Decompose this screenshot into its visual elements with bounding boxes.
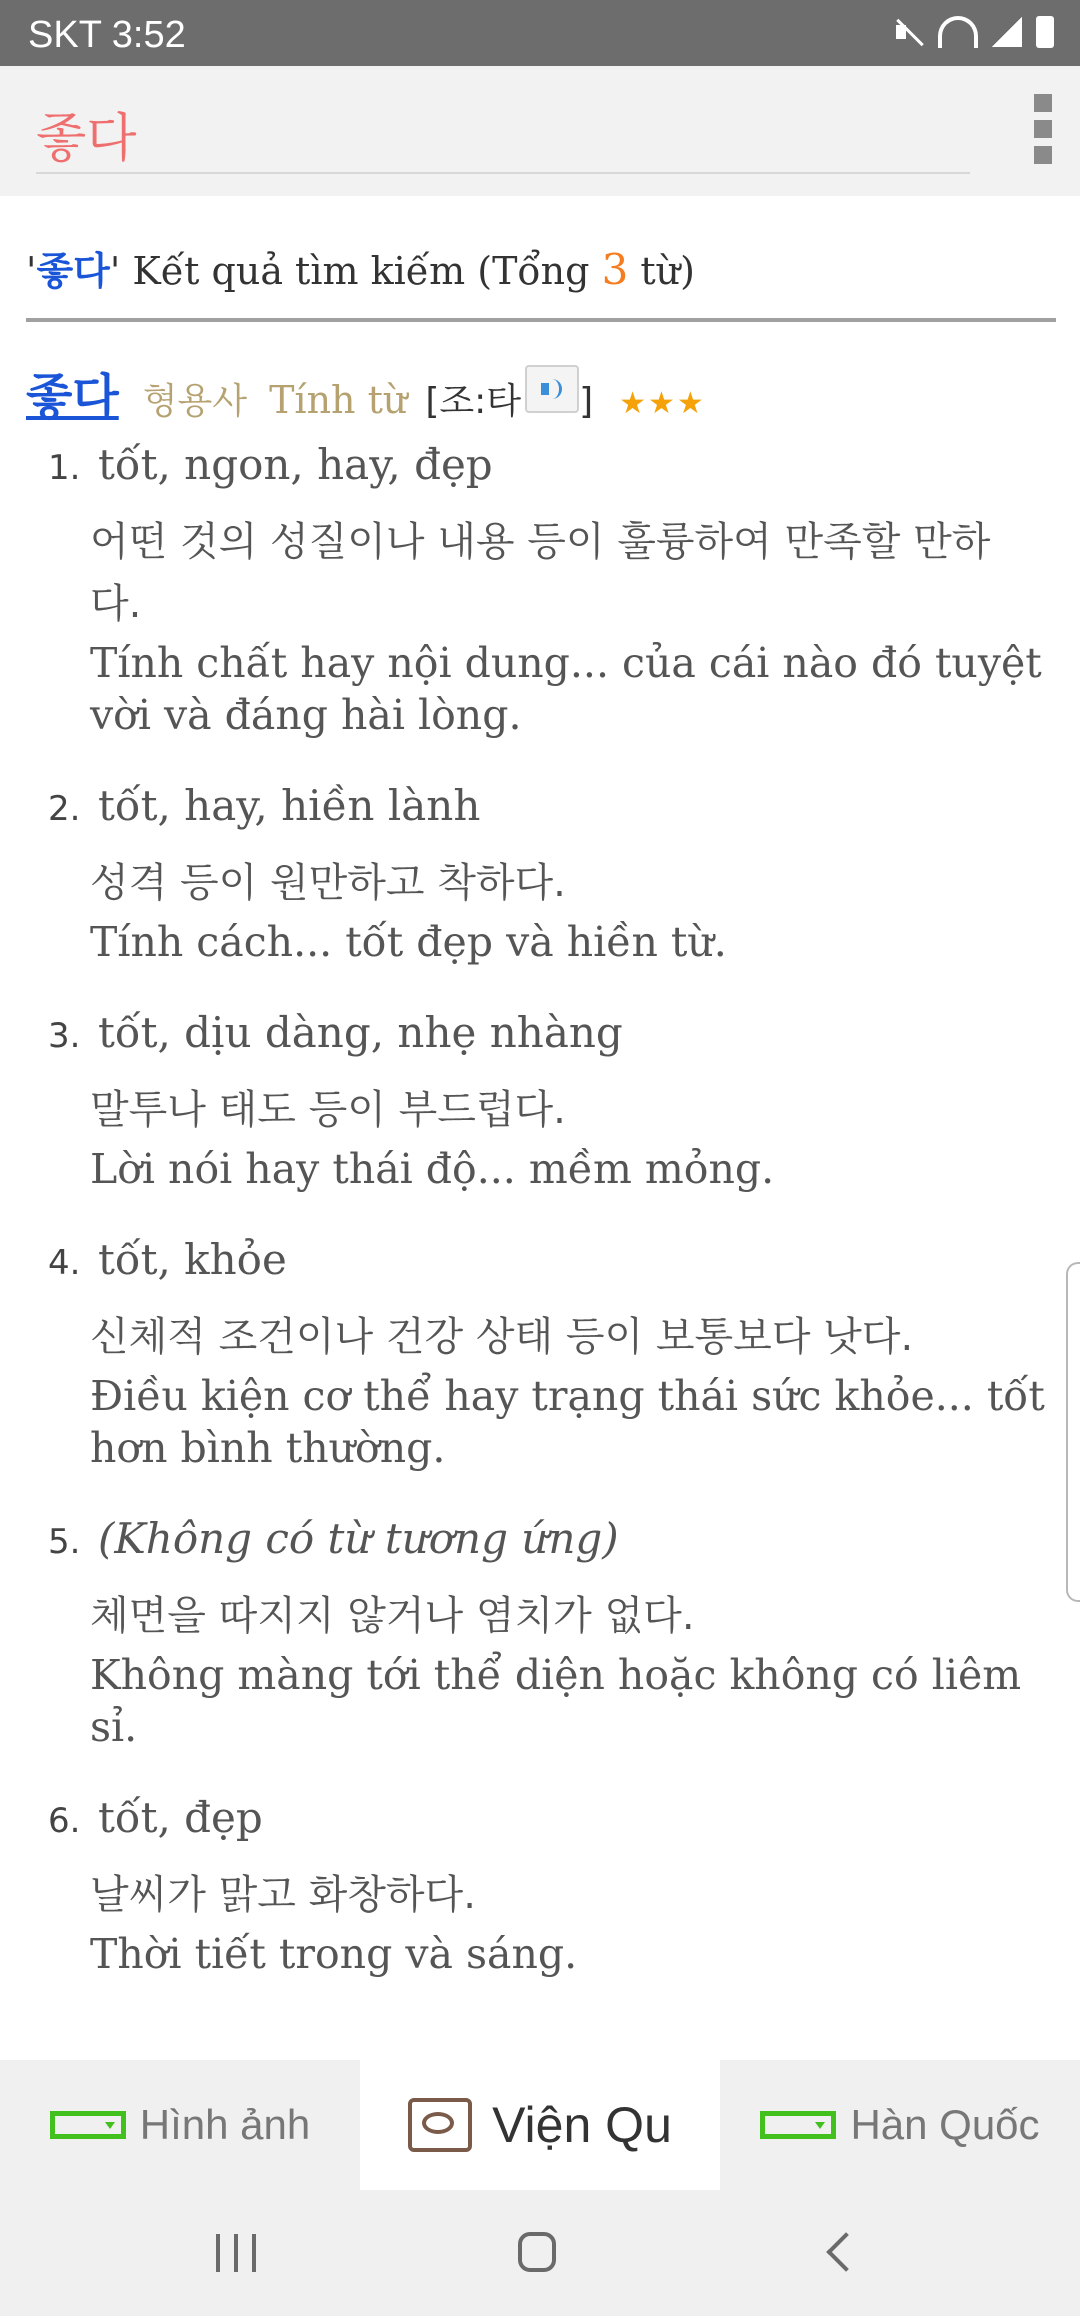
sense-list — [0, 440, 1080, 2020]
status-time: SKT 3:52 — [28, 14, 186, 56]
definition-korean: 어떤 것의 성질이나 내용 등이 훌륭하여 만족할 만하다. — [90, 519, 991, 627]
definition-vietnamese: Không màng tới thể diện hoặc không có liêm sỉ. — [90, 1651, 1022, 1751]
definition-vietnamese: Lời nói hay thái độ... mềm mỏng. — [90, 1145, 775, 1193]
definition-korean: 말투나 태도 등이 부드럽다. — [90, 1087, 566, 1133]
divider — [26, 318, 1056, 322]
back-icon[interactable] — [826, 2232, 866, 2272]
status-bar — [0, 0, 1080, 66]
sense-item — [0, 1514, 1080, 1753]
result-keyword: 좋다 — [36, 249, 110, 293]
tab-label: Hàn Quốc — [850, 2101, 1040, 2148]
sense-number: 1. — [48, 448, 81, 488]
definition-vietnamese: Tính chất hay nội dung... của cái nào đó tuyệt vời và đáng hài lòng. — [90, 639, 1042, 739]
sense-item — [0, 1008, 1080, 1195]
system-nav-bar — [0, 2190, 1080, 2316]
sense-meaning: tốt, ngon, hay, đẹp — [98, 440, 493, 489]
result-summary: '좋다' Kết quả tìm kiếm (Tổng 3 từ) — [26, 245, 695, 294]
sense-number: 5. — [48, 1522, 81, 1562]
definition-korean: 성격 등이 원만하고 착하다. — [90, 860, 566, 906]
pronunciation: [ 조:타 ] — [425, 365, 593, 424]
tab-label: Viện Qu — [492, 2097, 672, 2153]
wifi-icon — [938, 16, 978, 48]
tab-korea[interactable] — [720, 2060, 1080, 2190]
sense-item — [0, 440, 1080, 741]
status-icons — [894, 16, 1054, 48]
definition-korean: 날씨가 맑고 화창하다. — [90, 1872, 476, 1918]
image-tab-icon — [50, 2111, 126, 2139]
sense-meaning: tốt, hay, hiền lành — [98, 781, 481, 830]
frequency-stars: ★★★ — [619, 386, 706, 421]
sense-number: 2. — [48, 789, 81, 829]
sense-meaning: (Không có từ tương ứng) — [98, 1514, 619, 1563]
search-header — [0, 66, 1080, 196]
result-count: 3 — [601, 245, 629, 294]
mute-icon — [894, 17, 924, 47]
institute-logo-icon — [408, 2098, 472, 2152]
battery-icon — [1036, 16, 1054, 48]
scroll-handle[interactable] — [1066, 1262, 1080, 1602]
sense-number: 6. — [48, 1801, 81, 1841]
sense-meaning: tốt, khỏe — [98, 1235, 287, 1284]
speaker-icon[interactable] — [525, 365, 579, 413]
sense-number: 3. — [48, 1016, 81, 1056]
pos-vietnamese: Tính từ — [269, 378, 408, 422]
recent-apps-icon[interactable] — [216, 2234, 256, 2272]
home-icon[interactable] — [518, 2232, 556, 2272]
search-input[interactable]: 좋다 — [36, 109, 137, 169]
sense-meaning: tốt, dịu dàng, nhẹ nhàng — [98, 1008, 623, 1057]
pos-korean: 형용사 — [142, 381, 248, 422]
sense-number: 4. — [48, 1243, 81, 1283]
korea-tab-icon — [760, 2111, 836, 2139]
sense-item — [0, 1793, 1080, 1980]
entry-header — [26, 358, 706, 427]
sense-item — [0, 781, 1080, 968]
definition-vietnamese: Tính cách... tốt đẹp và hiền từ. — [90, 918, 727, 966]
definition-korean: 신체적 조건이나 건강 상태 등이 보통보다 낫다. — [90, 1314, 914, 1360]
entry-word-link[interactable]: 좋다 — [26, 369, 119, 425]
tab-label: Hình ảnh — [139, 2101, 311, 2148]
sense-meaning: tốt, đẹp — [98, 1793, 263, 1842]
definition-korean: 체면을 따지지 않거나 염치가 없다. — [90, 1593, 695, 1639]
more-vertical-icon[interactable] — [1034, 94, 1058, 164]
bottom-tab-bar — [0, 2060, 1080, 2190]
definition-vietnamese: Điều kiện cơ thể hay trạng thái sức khỏe... tốt hơn bình thường. — [90, 1372, 1045, 1472]
sense-item — [0, 1235, 1080, 1474]
tab-images[interactable] — [0, 2060, 360, 2190]
search-underline — [36, 172, 970, 174]
definition-vietnamese: Thời tiết trong và sáng. — [90, 1930, 578, 1978]
tab-institute[interactable] — [360, 2060, 720, 2190]
signal-icon — [992, 17, 1022, 47]
